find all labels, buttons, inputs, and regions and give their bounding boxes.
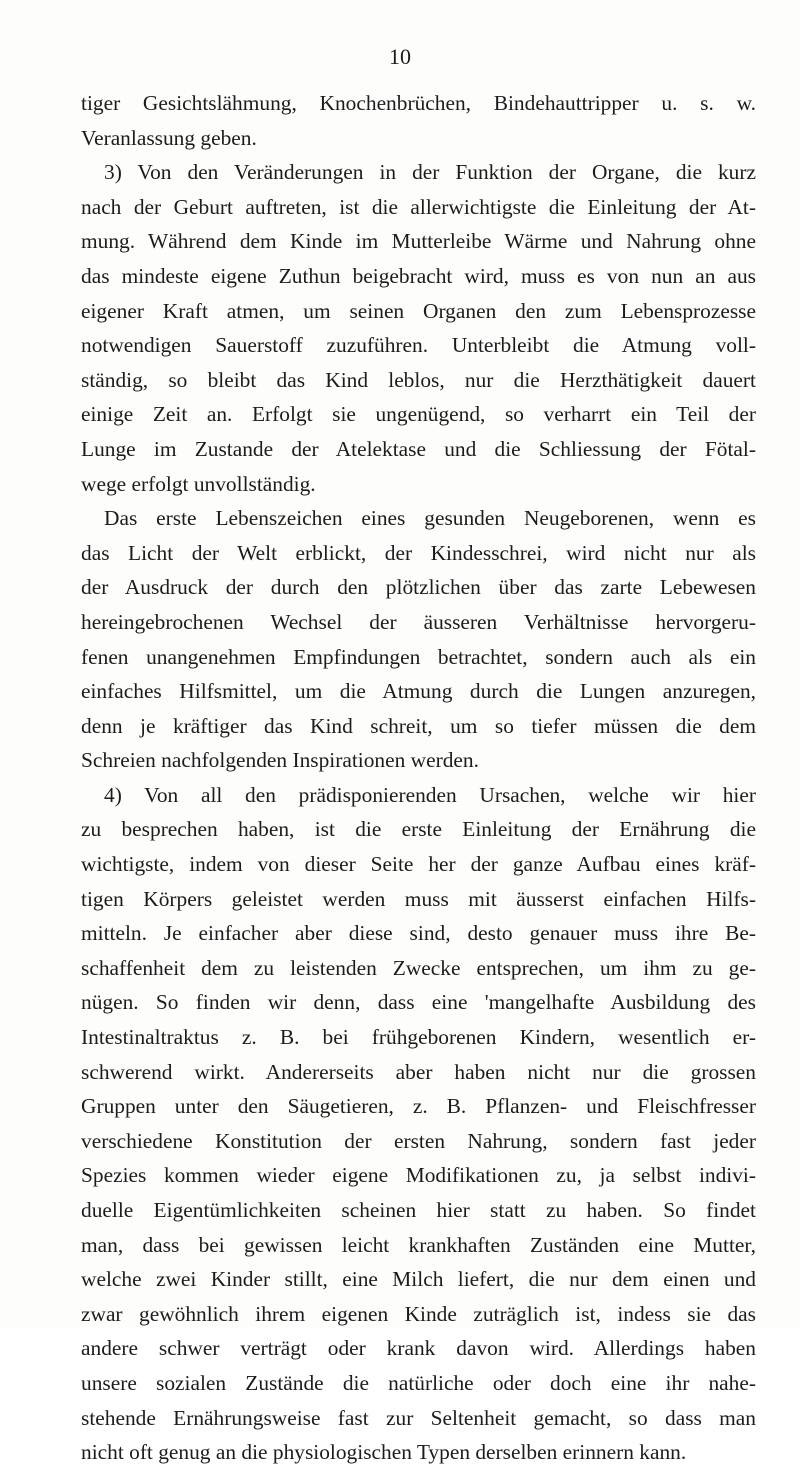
text-line: unsere sozialen Zustände die natürliche oder doch eine ihr nahe- xyxy=(81,1370,756,1395)
text-line: Gruppen unter den Säugetieren, z. B. Pflanzen- und Fleischfresser xyxy=(81,1094,756,1119)
text-line: Das erste Lebenszeichen eines gesunden Neugeborenen, wenn es xyxy=(104,506,756,531)
text-line: Veranlassung geben. xyxy=(81,125,257,150)
text-line: nicht oft genug an die physiologischen Typen derselben erinnern kann. xyxy=(81,1440,687,1465)
text-line: das mindeste eigene Zuthun beigebracht wird, muss es von nun an aus xyxy=(81,263,756,288)
text-line: Schreien nachfolgenden Inspirationen werden. xyxy=(81,748,479,773)
text-line: tigen Körpers geleistet werden muss mit äusserst einfachen Hilfs- xyxy=(81,886,756,911)
text-line: Spezies kommen wieder eigene Modifikationen zu, ja selbst indivi- xyxy=(81,1163,756,1188)
text-line: ständig, so bleibt das Kind leblos, nur die Herzthätigkeit dauert xyxy=(81,367,756,392)
text-line: fenen unangenehmen Empfindungen betrachtet, sondern auch als ein xyxy=(81,644,756,669)
text-line: einige Zeit an. Erfolgt sie ungenügend, so verharrt ein Teil der xyxy=(81,402,756,427)
text-line: wege erfolgt unvollständig. xyxy=(81,471,316,496)
text-line: tiger Gesichtslähmung, Knochenbrüchen, Bindehauttripper u. s. w. xyxy=(81,91,756,115)
text-line: schwerend wirkt. Andererseits aber haben nicht nur die grossen xyxy=(81,1059,756,1084)
text-line: eigener Kraft atmen, um seinen Organen den zum Lebensprozesse xyxy=(81,298,756,323)
text-line: Lunge im Zustande der Atelektase und die Schliessung der Fötal- xyxy=(81,436,756,461)
text-line: Intestinaltraktus z. B. bei frühgeborenen Kindern, wesentlich er- xyxy=(81,1025,756,1050)
text-line: zwar gewöhnlich ihrem eigenen Kinde zuträglich ist, indess sie das xyxy=(81,1301,756,1326)
text-line: zu besprechen haben, ist die erste Einleitung der Ernährung die xyxy=(81,817,756,842)
text-line: andere schwer verträgt oder krank davon wird. Allerdings haben xyxy=(81,1336,756,1361)
text-line: mung. Während dem Kinde im Mutterleibe Wärme und Nahrung ohne xyxy=(81,229,756,254)
text-line: mitteln. Je einfacher aber diese sind, desto genauer muss ihre Be- xyxy=(81,921,756,946)
text-line: notwendigen Sauerstoff zuzuführen. Unterbleibt die Atmung voll- xyxy=(81,333,756,358)
text-line: einfaches Hilfsmittel, um die Atmung durch die Lungen anzuregen, xyxy=(81,679,756,704)
text-line: welche zwei Kinder stillt, eine Milch liefert, die nur dem einen und xyxy=(81,1267,756,1292)
text-line: denn je kräftiger das Kind schreit, um so tiefer müssen die dem xyxy=(81,713,756,738)
page-number: 10 xyxy=(389,44,411,69)
text-line: nach der Geburt auftreten, ist die allerwichtigste die Einleitung der At- xyxy=(81,194,756,219)
body-text xyxy=(81,86,756,1470)
text-line: der Ausdruck der durch den plötzlichen über das zarte Lebewesen xyxy=(81,575,756,600)
text-line: nügen. So finden wir denn, dass eine 'mangelhafte Ausbildung des xyxy=(81,990,756,1015)
text-line: hereingebrochenen Wechsel der äusseren Verhältnisse hervorgeru- xyxy=(81,609,756,634)
text-line: man, dass bei gewissen leicht krankhaften Zuständen eine Mutter, xyxy=(81,1232,756,1257)
text-line: schaffenheit dem zu leistenden Zwecke entsprechen, um ihm zu ge- xyxy=(81,955,756,980)
text-line: 4) Von all den prädisponierenden Ursachen, welche wir hier xyxy=(104,782,756,807)
text-line: duelle Eigentümlichkeiten scheinen hier statt zu haben. So findet xyxy=(81,1198,756,1222)
text-line: 3) Von den Veränderungen in der Funktion der Organe, die kurz xyxy=(104,160,756,185)
text-line: verschiedene Konstitution der ersten Nahrung, sondern fast jeder xyxy=(81,1128,756,1153)
text-line: stehende Ernährungsweise fast zur Seltenheit gemacht, so dass man xyxy=(81,1405,756,1430)
text-line: das Licht der Welt erblickt, der Kindesschrei, wird nicht nur als xyxy=(81,540,756,565)
text-line: wichtigste, indem von dieser Seite her der ganze Aufbau eines kräf- xyxy=(81,852,756,877)
